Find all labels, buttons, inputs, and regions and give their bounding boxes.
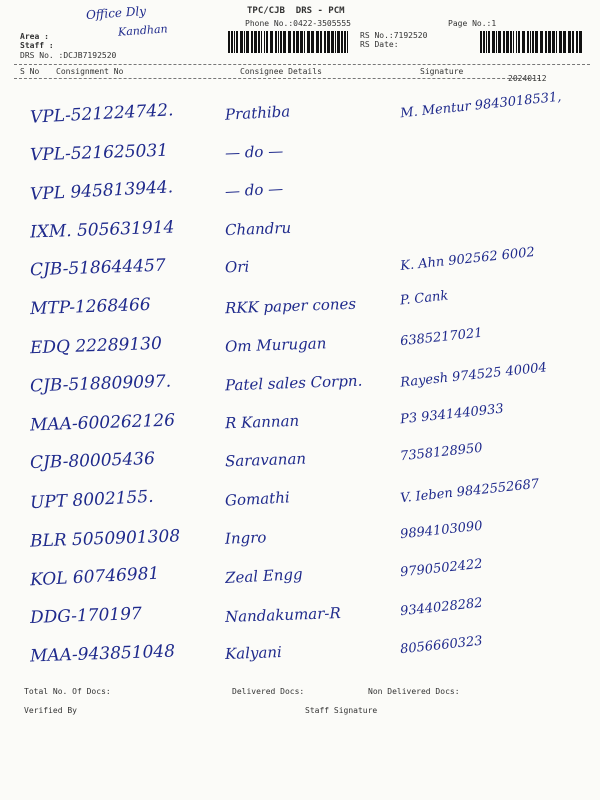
rs-number: RS No.:7192520 (360, 31, 428, 40)
header-divider-top (14, 64, 590, 65)
consignment-number: UPT 8002155. (29, 486, 155, 514)
consignee-name: Saravanan (224, 449, 307, 471)
col-consignment: Consignment No (56, 67, 124, 76)
consignee-name: Chandru (224, 218, 292, 239)
consignee-name: R Kannan (224, 411, 300, 433)
staff-label: Staff : (20, 41, 54, 50)
consignment-number: VPL-521224742. (29, 100, 174, 128)
consignment-number: CJB-518644457 (29, 256, 167, 281)
barcode-1 (228, 31, 352, 53)
page-number: Page No.:1 (448, 19, 497, 28)
recipient-signature: P. Cank (399, 288, 449, 309)
consignment-number: VPL 945813944. (29, 177, 174, 205)
recipient-signature: P3 9341440933 (399, 401, 505, 428)
consignee-name: RKK paper cones (224, 294, 357, 318)
consignment-number: EDQ 22289130 (29, 333, 163, 358)
phone-number: Phone No.:0422-3505555 (245, 19, 351, 28)
consignee-name: Zeal Engg (224, 565, 304, 588)
delivered-docs-label: Delivered Docs: (232, 687, 305, 696)
recipient-signature: 9344028282 (399, 595, 484, 620)
non-delivered-docs-label: Non Delivered Docs: (368, 687, 460, 696)
handwritten-office: Office Dly (85, 3, 147, 23)
print-date: 20240112 (508, 74, 547, 83)
verified-by-label: Verified By (24, 706, 77, 715)
doc-type-text: DRS - PCM (295, 6, 345, 16)
recipient-signature: 8056660323 (399, 634, 484, 658)
consignment-number: MAA-943851048 (29, 641, 176, 667)
recipient-signature: 6385217021 (399, 325, 484, 349)
consignment-number: MTP-1268466 (29, 294, 152, 320)
consignee-name: Patel sales Corpn. (224, 371, 363, 395)
consignee-name: Nandakumar-R (224, 603, 342, 626)
header-org (247, 6, 345, 16)
recipient-signature: 7358128950 (399, 441, 484, 465)
consignee-name: Kalyani (224, 643, 283, 664)
col-signature: Signature (420, 67, 464, 76)
rs-date: RS Date: (360, 40, 399, 49)
consignee-name: Ori (224, 257, 250, 277)
consignee-name: Prathiba (224, 102, 291, 124)
consignee-name: Ingro (224, 527, 267, 548)
consignment-number: BLR 5050901308 (29, 525, 181, 552)
recipient-signature: M. Mentur 9843018531, (399, 89, 563, 122)
handwritten-staff: Kandhan (117, 22, 169, 39)
consignment-number: CJB-518809097. (29, 371, 172, 397)
consignee-name: Gomathi (224, 488, 291, 510)
consignment-number: MAA-600262126 (29, 410, 176, 436)
staff-signature-label: Staff Signature (305, 706, 378, 715)
recipient-signature: 9894103090 (399, 518, 484, 542)
org-text: TPC/CJB (247, 6, 285, 16)
recipient-signature: V. Ieben 9842552687 (399, 476, 540, 507)
header-divider-bottom (14, 78, 540, 79)
barcode-2 (480, 31, 584, 53)
recipient-signature: 9790502422 (399, 556, 484, 581)
drs-number: DRS No. :DCJB7192520 (20, 51, 117, 60)
consignment-number: DDG-170197 (29, 603, 143, 628)
consignee-name: — do — (224, 179, 284, 201)
area-label: Area : (20, 32, 49, 41)
consignment-number: VPL-521625031 (29, 140, 169, 165)
consignee-name: Om Murugan (224, 333, 327, 356)
consignment-number: CJB-80005436 (29, 449, 156, 474)
col-sno: S No (20, 67, 40, 76)
total-docs-label: Total No. Of Docs: (24, 687, 111, 696)
consignee-name: — do — (224, 141, 284, 162)
consignment-number: IXM. 505631914 (29, 217, 175, 243)
recipient-signature: Rayesh 974525 40004 (399, 360, 548, 391)
col-consignee: Consignee Details (240, 67, 322, 76)
recipient-signature: K. Ahn 902562 6002 (399, 245, 536, 275)
consignment-number: KOL 60746981 (29, 563, 160, 591)
